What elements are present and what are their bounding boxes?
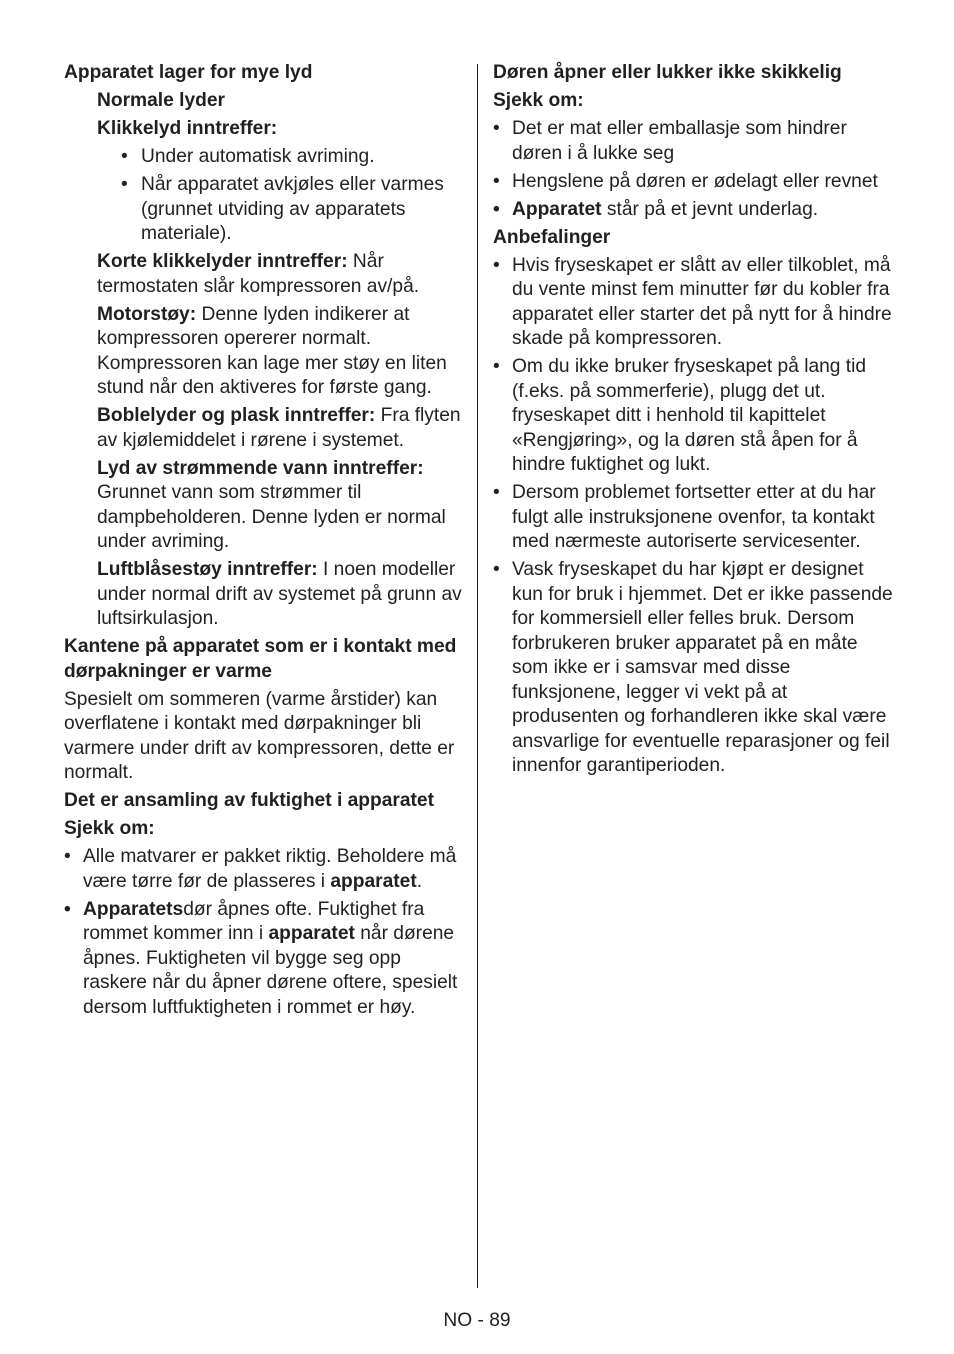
heading-moisture: Det er ansamling av fuktighet i apparatet (64, 790, 434, 811)
list-item: • Apparatetsdør åpnes ofte. Fuktighet fra rommet kommer inn i apparatet når dørene åpnes. Fuktigheten vil bygge seg opp raskere når du åpner dørene oftere, spesielt dersom luftfuktigheten i rommet er høy. (64, 898, 458, 1018)
right-column (493, 61, 893, 782)
recommendation-list (493, 254, 893, 779)
bullet-icon: • (493, 356, 500, 377)
paragraph-air: Luftblåsestøy inntreffer: I noen modeller under normal drift av systemet på grunn av luftsirkulasjon. (97, 559, 462, 629)
list-item: • Hvis fryseskapet er slått av eller tilkoblet, må du vente minst fem minutter før du kobler fra apparatet eller starter det på nytt for å hindre skade på kompressoren. (493, 254, 892, 349)
page-footer (0, 1309, 954, 1334)
list-item: • Apparatet står på et jevnt underlag. (493, 198, 893, 223)
bullet-icon: • (493, 198, 500, 220)
list-item: • Vask fryseskapet du har kjøpt er designet kun for bruk i hjemmet. Det er ikke passende for kommersiell eller felles bruk. Dersom forbrukeren bruker apparatet på en måte som ikke er i samsvar med disse funksjonene, legger vi vekt på at produsenten og forhandleren ikke skal være ansvarlige for eventuelle reparasjoner og feil innenfor garantiperioden. (493, 559, 893, 776)
door-list (493, 117, 893, 222)
list-item: • Under automatisk avriming. (64, 145, 464, 170)
list-item: • Dersom problemet fortsetter etter at du har fulgt alle instruksjonene ovenfor, ta kontakt med nærmeste autoriserte servicesenter. (493, 482, 876, 552)
bullet-icon: • (493, 254, 500, 276)
subheading-click: Klikkelyd inntreffer: (97, 118, 278, 139)
bullet-icon: • (121, 146, 128, 167)
list-item: • Hengslene på døren er ødelagt eller revnet (493, 170, 893, 195)
bullet-icon: • (493, 170, 500, 192)
heading-door: Døren åpner eller lukker ikke skikkelig (493, 62, 842, 83)
column-divider (477, 64, 478, 1288)
list-item: • Når apparatet avkjøles eller varmes (grunnet utviding av apparatets materiale). (121, 174, 444, 244)
check-label: Sjekk om: (64, 818, 155, 839)
heading-noise: Apparatet lager for mye lyd (64, 62, 313, 83)
check-label: Sjekk om: (493, 90, 584, 111)
moisture-list (64, 845, 464, 1020)
paragraph-bubble: Boblelyder og plask inntreffer: Fra flyten av kjølemiddelet i rørene i systemet. (97, 405, 461, 451)
click-list (64, 145, 464, 247)
bullet-icon: • (493, 118, 500, 139)
bullet-icon: • (493, 559, 500, 580)
paragraph-short-click: Korte klikkelyder inntreffer: Når termostaten slår kompressoren av/på. (97, 251, 420, 297)
paragraph-motor: Motorstøy: Denne lyden indikerer at kompressoren opererer normalt. Kompressoren kan lage mer støy en liten stund når den aktiveres for første gang. (97, 303, 447, 398)
list-item: • Det er mat eller emballasje som hindrer døren i å lukke seg (493, 118, 847, 164)
list-item: • Om du ikke bruker fryseskapet på lang tid (f.eks. på sommerferie), plugg det ut. fryseskapet ditt i henhold til kapittelet «Rengjøring», og la døren stå åpen for å hindre fuktighet og lukt. (493, 356, 867, 475)
heading-recommendations: Anbefalinger (493, 226, 611, 248)
left-column (64, 61, 464, 1024)
bullet-icon: • (64, 898, 71, 920)
list-item: • Alle matvarer er pakket riktig. Beholdere må være tørre før de plasseres i apparatet. (64, 846, 457, 892)
page-number: NO - 89 (443, 1310, 511, 1331)
heading-edges: Kantene på apparatet som er i kontakt med dørpakninger er varme (64, 636, 457, 682)
paragraph-edges: Spesielt om sommeren (varme årstider) kan overflatene i kontakt med dørpakninger bli varmere under drift av kompressoren, dette er normalt. (64, 688, 455, 783)
bullet-icon: • (493, 482, 500, 503)
paragraph-water: Lyd av strømmende vann inntreffer: Grunnet vann som strømmer til dampbeholderen. Denne lyden er normal under avriming. (97, 457, 446, 552)
bullet-icon: • (64, 846, 71, 867)
bullet-icon: • (121, 174, 128, 195)
subheading-normal-sounds: Normale lyder (97, 90, 225, 111)
